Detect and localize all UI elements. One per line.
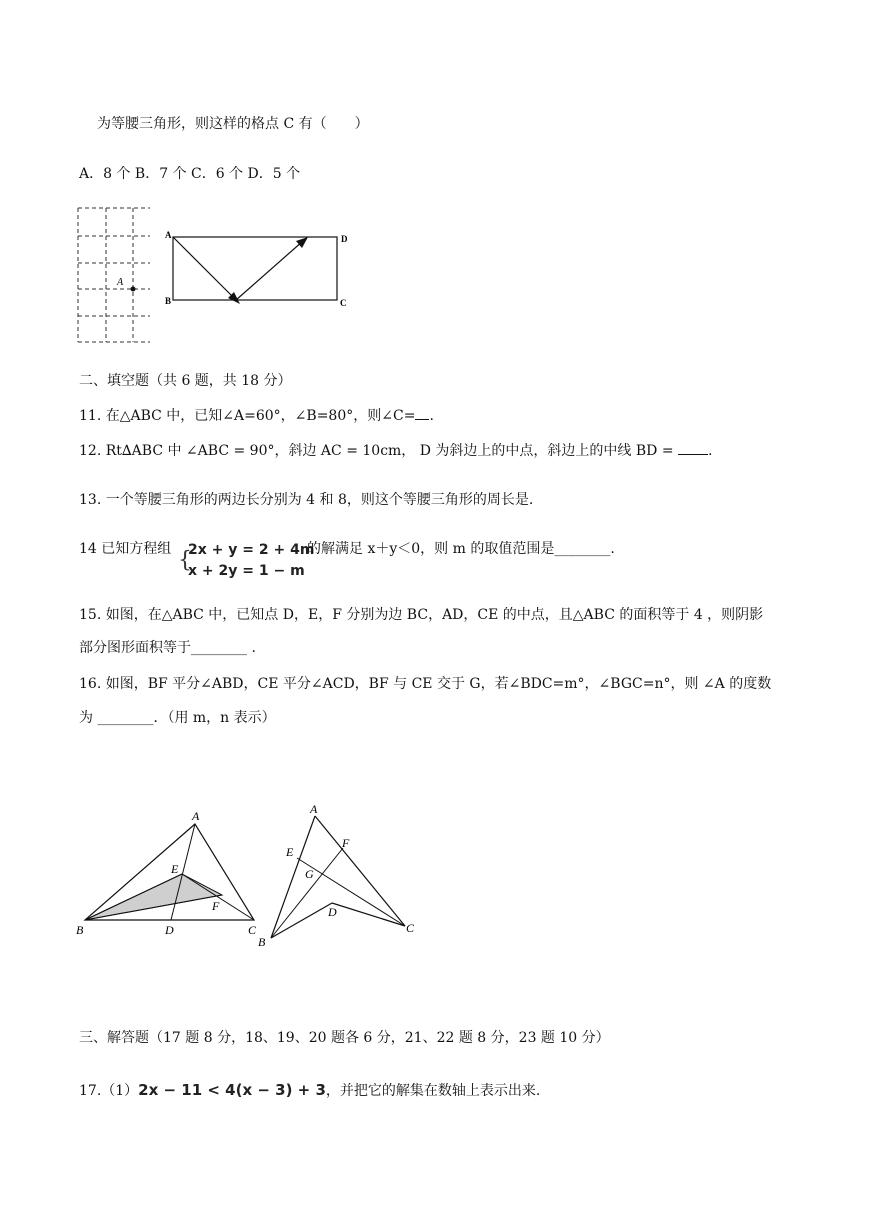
question-12 [79, 440, 712, 460]
fig15-label-e: E [171, 862, 179, 876]
question-14-eq1: 2x + y = 2 + 4m [188, 542, 315, 558]
fig15-label-c: C [248, 923, 257, 937]
grid-point-a [131, 287, 136, 292]
question-17-inequality: 2x − 11 < 4(x − 3) + 3 [138, 1081, 326, 1099]
q10-options: A．8 个 B．7 个 C．6 个 D．5 个 [79, 166, 301, 182]
question-15-line1: 15. 如图，在△ABC 中，已知点 D，E，F 分别为边 BC，AD，CE 的中点，且△ABC 的面积等于 4 ，则阴影 [79, 607, 764, 623]
q10-stem-end: 为等腰三角形，则这样的格点 C 有（ ） [97, 116, 369, 132]
fig15-label-d: D [165, 923, 174, 937]
answer-blank-12 [678, 442, 708, 455]
reflection-rectangle [173, 237, 337, 300]
fig16-label-c: C [406, 921, 415, 935]
shaded-triangle-bef [85, 874, 222, 920]
question-14-suffix: 的解满足 x＋y＜0，则 m 的取值范围是________. [307, 541, 615, 557]
question-11 [79, 405, 434, 425]
q10-figures [70, 200, 370, 350]
fig15-label-f: F [212, 899, 220, 913]
reflected-ray [236, 241, 303, 300]
answer-blank-11 [415, 407, 429, 420]
question-17-suffix: ，并把它的解集在数轴上表示出来. [325, 1083, 541, 1099]
fig16-label-f: F [342, 836, 350, 850]
question-12-text: 12. Rt∆ABC 中 ∠ABC = 90°，斜边 AC = 10cm， D 为斜边上的中点，斜边上的中线 BD = [79, 443, 674, 459]
fig16-label-g: G [305, 867, 314, 881]
question-16-line1: 16. 如图，BF 平分∠ABD，CE 平分∠ACD，BF 与 CE 交于 G，若∠BDC=m°，∠BGC=n°，则 ∠A 的度数 [79, 676, 772, 692]
segment-bd [271, 903, 332, 938]
triangle-abc [85, 824, 254, 920]
fig16-label-a: A [310, 802, 318, 816]
fig16-label-e: E [286, 845, 294, 859]
section-2-heading: 二、填空题（共 6 题，共 18 分） [79, 373, 292, 389]
rect-label-c: C [340, 298, 347, 308]
question-12-end: . [708, 443, 713, 459]
bisector-bf [271, 848, 343, 938]
question-17 [79, 1080, 540, 1100]
rect-label-a: A [165, 230, 172, 240]
rect-label-b: B [165, 296, 172, 306]
question-11-end: . [429, 408, 434, 424]
grid-point-a-label: A [117, 277, 124, 288]
rect-label-d: D [341, 234, 348, 244]
fig16-label-b: B [258, 935, 266, 949]
section-3-heading: 三、解答题（17 题 8 分，18、19、20 题各 6 分，21、22 题 8 分，23 题 10 分） [79, 1030, 610, 1046]
incident-ray [173, 237, 236, 300]
segment-dc [332, 903, 405, 926]
fig16-label-d: D [328, 905, 337, 919]
dashed-grid [78, 208, 150, 342]
brace-icon: { [178, 548, 192, 573]
question-11-text: 11. 在△ABC 中，已知∠A=60°，∠B=80°，则∠C= [79, 408, 416, 424]
question-16-line2: 为 ________．（用 m，n 表示） [79, 710, 276, 726]
question-14-eq2: x + 2y = 1 − m [188, 563, 305, 579]
fig15-label-b: B [76, 923, 84, 937]
fig-16-quadrilateral [250, 798, 430, 950]
fig-15-triangle [72, 810, 272, 940]
question-15-line2: 部分图形面积等于________ . [79, 640, 256, 656]
question-17-prefix: 17.（1） [79, 1083, 139, 1099]
question-14-prefix: 14 已知方程组 [79, 541, 172, 557]
fig15-label-a: A [192, 810, 200, 823]
question-13: 13. 一个等腰三角形的两边长分别为 4 和 8，则这个等腰三角形的周长是. [79, 492, 534, 508]
